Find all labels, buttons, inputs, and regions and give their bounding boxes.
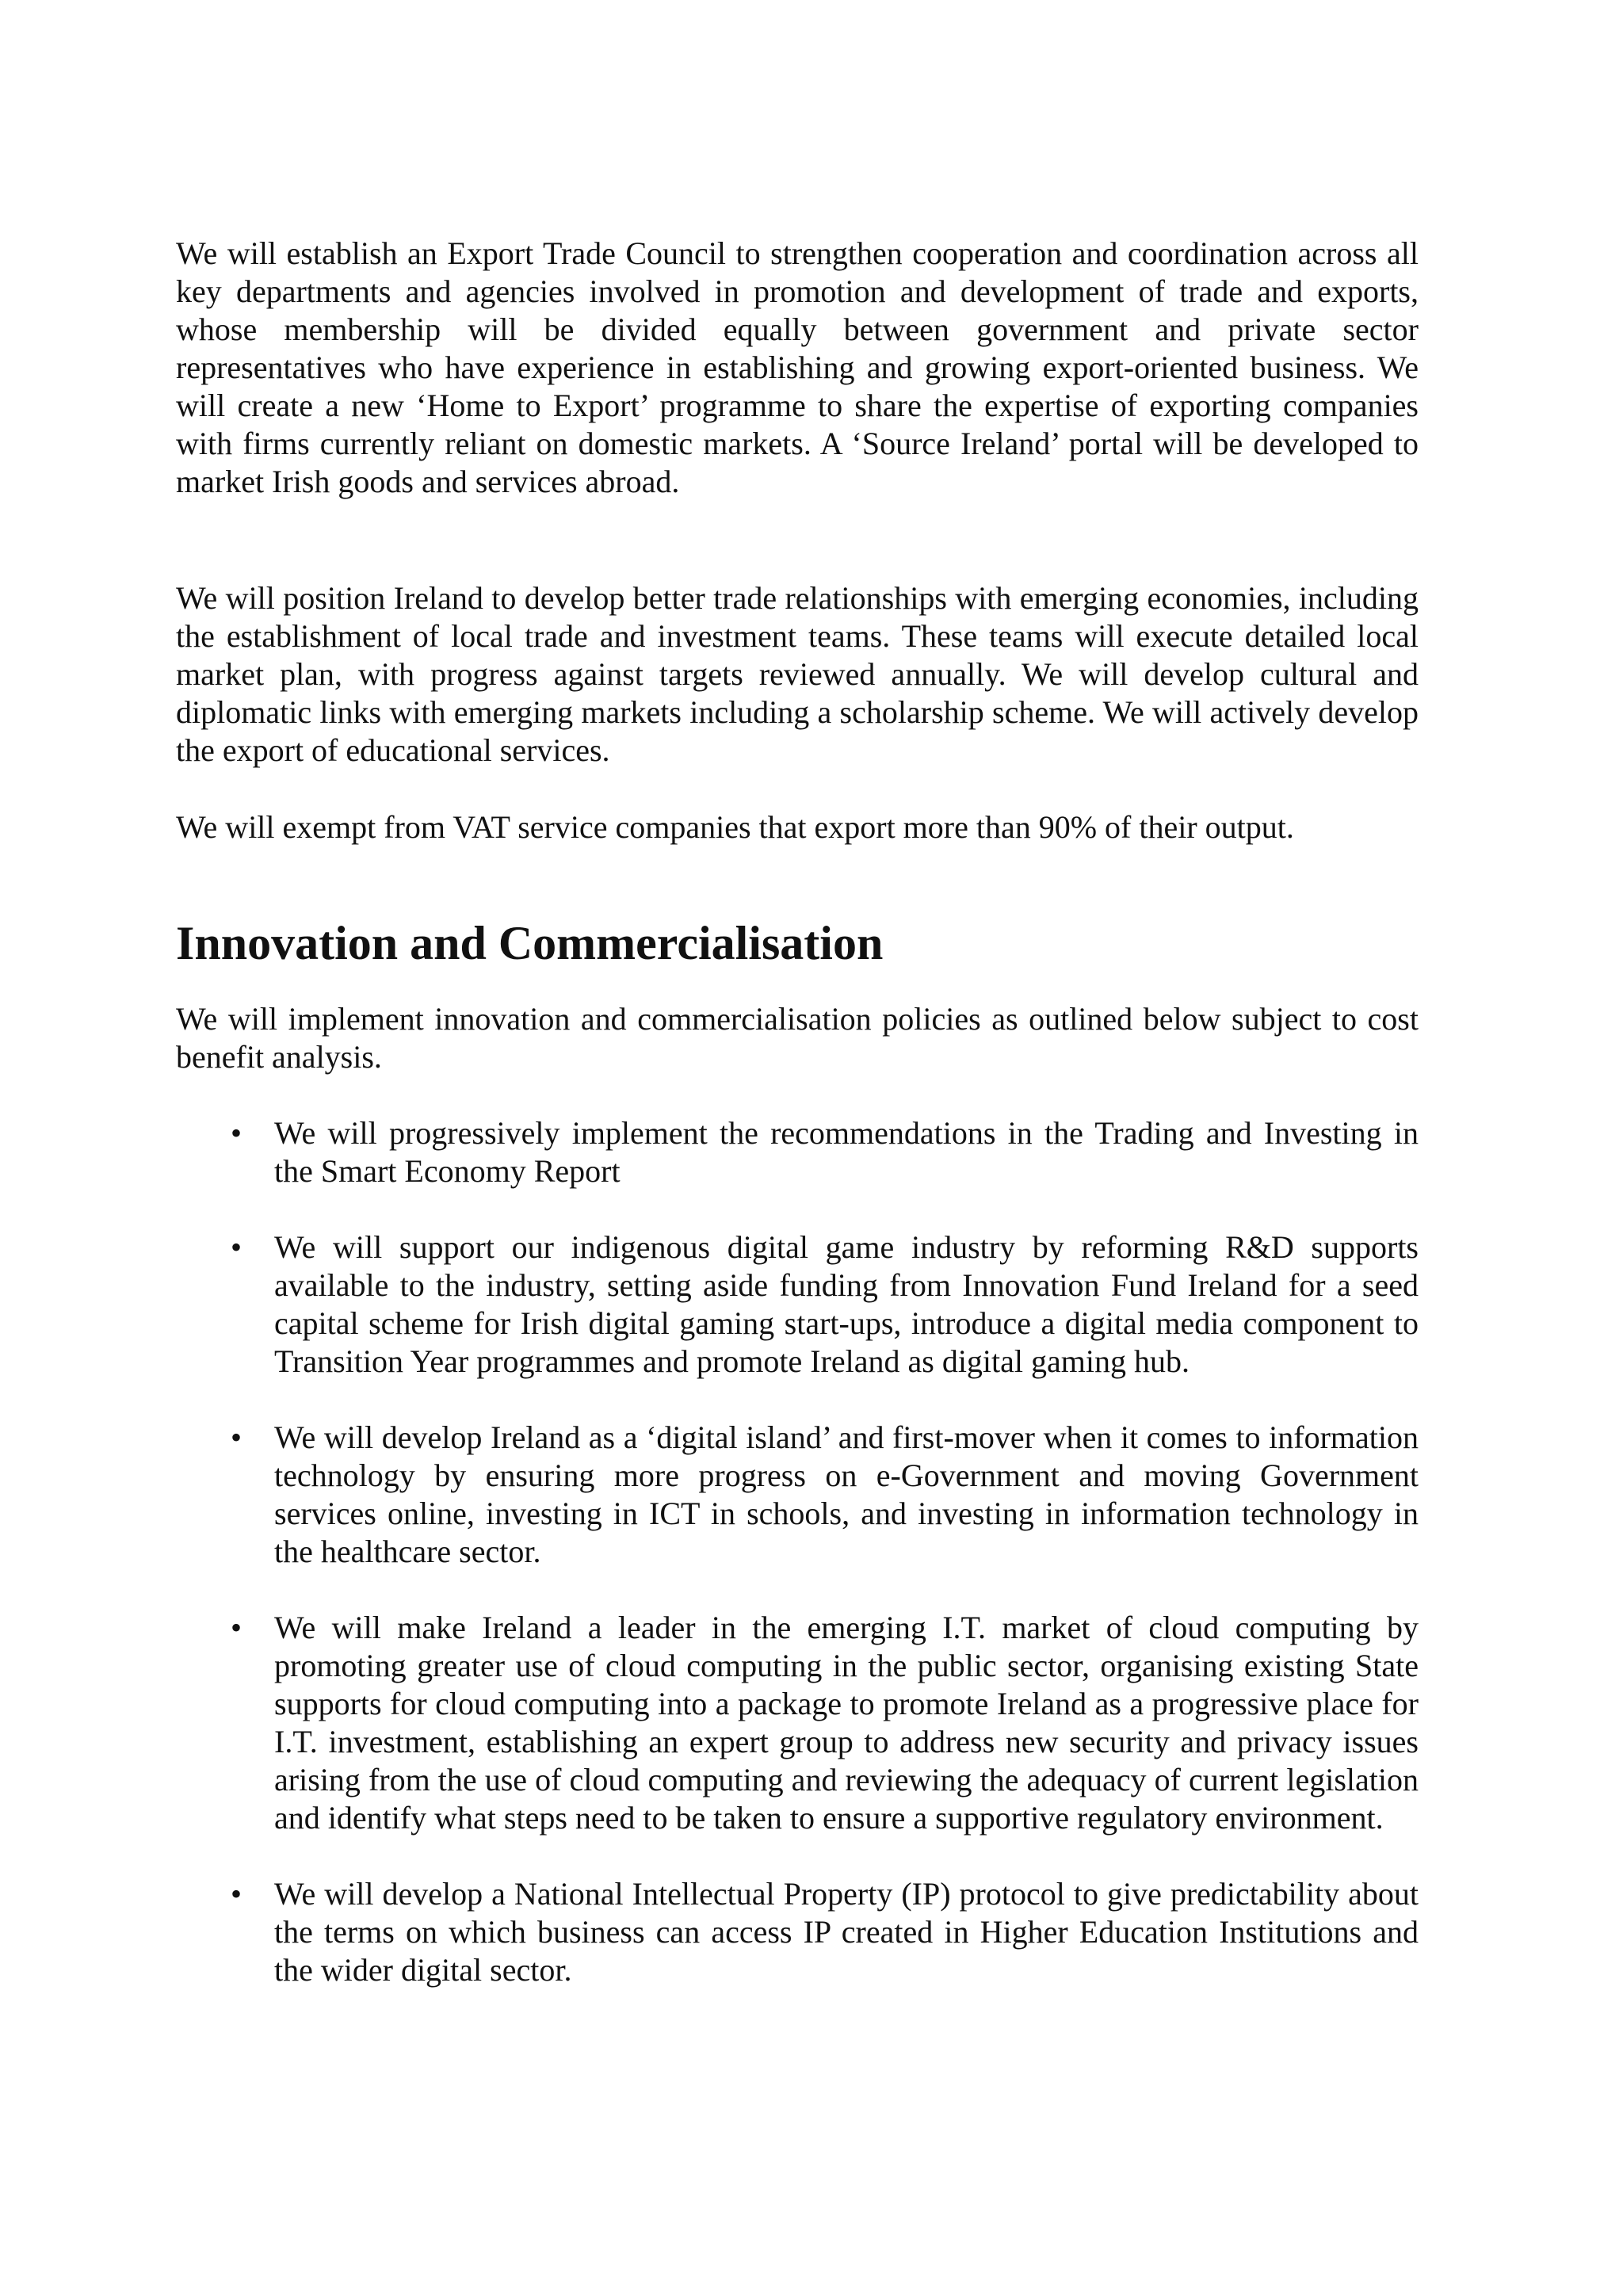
list-item bbox=[176, 1228, 1419, 1381]
paragraph-innovation-intro: We will implement innovation and commercialisation policies as outlined below subject to cost benefit analysis. bbox=[176, 1001, 1419, 1075]
list-item-text: We will progressively implement the recommendations in the Trading and Investing in the Smart Economy Report bbox=[274, 1115, 1419, 1189]
paragraph-export-trade-council: We will establish an Export Trade Council to strengthen cooperation and coordination across all key departments and agencies involved in promotion and development of trade and exports, whose membership will be divided equally between government and private sector representatives who have experience in establishing and growing export-oriented business. We will create a new ‘Home to Export’ programme to share the expertise of exporting companies with firms currently reliant on domestic markets. A ‘Source Ireland’ portal will be developed to market Irish goods and services abroad. bbox=[176, 235, 1419, 499]
list-item bbox=[176, 1419, 1419, 1571]
spacer bbox=[176, 1076, 1419, 1114]
innovation-bullet-list bbox=[176, 1114, 1419, 1989]
list-item-text: We will make Ireland a leader in the emerging I.T. market of cloud computing by promoting greater use of cloud computing in the public sector, organising existing State supports for cloud computing into a package to promote Ireland as a progressive place for I.T. investment, establishing an expert group to address new security and privacy issues arising from the use of cloud computing and reviewing the adequacy of current legislation and identify what steps need to be taken to ensure a supportive regulatory environment. bbox=[274, 1610, 1419, 1836]
list-item-text: We will develop Ireland as a ‘digital island’ and first-mover when it comes to information technology by ensuring more progress on e-Government and moving Government services online, investing in ICT in schools, and investing in information technology in the healthcare sector. bbox=[274, 1419, 1419, 1569]
list-item bbox=[176, 1609, 1419, 1837]
list-item-text: We will develop a National Intellectual Property (IP) protocol to give predictability about the terms on which business can access IP created in Higher Education Institutions and the wider digital sector. bbox=[274, 1876, 1419, 1988]
spacer bbox=[176, 846, 1419, 924]
spacer bbox=[176, 770, 1419, 808]
bullet-icon: • bbox=[230, 1229, 242, 1265]
bullet-icon: • bbox=[230, 1115, 242, 1151]
bullet-icon: • bbox=[230, 1876, 242, 1912]
list-item bbox=[176, 1875, 1419, 1989]
section-heading-innovation: Innovation and Commercialisation bbox=[176, 917, 884, 969]
list-item-text: We will support our indigenous digital game industry by reforming R&D supports available to the industry, setting aside funding from Innovation Fund Ireland for a seed capital scheme for Irish digital gaming start-ups, introduce a digital media component to Transition Year programmes and promote Ireland as digital gaming hub. bbox=[274, 1229, 1419, 1379]
list-item bbox=[176, 1114, 1419, 1190]
bullet-icon: • bbox=[230, 1419, 242, 1455]
spacer bbox=[176, 501, 1419, 579]
paragraph-vat-exemption: We will exempt from VAT service companies that export more than 90% of their output. bbox=[176, 809, 1294, 845]
paragraph-emerging-economies: We will position Ireland to develop better trade relationships with emerging economies, including the establishment of local trade and investment teams. These teams will execute detailed local market plan, with progress against targets reviewed annually. We will develop cultural and diplomatic links with emerging markets including a scholarship scheme. We will actively develop the export of educational services. bbox=[176, 580, 1419, 768]
bullet-icon: • bbox=[230, 1610, 242, 1645]
document-page bbox=[176, 235, 1419, 1989]
